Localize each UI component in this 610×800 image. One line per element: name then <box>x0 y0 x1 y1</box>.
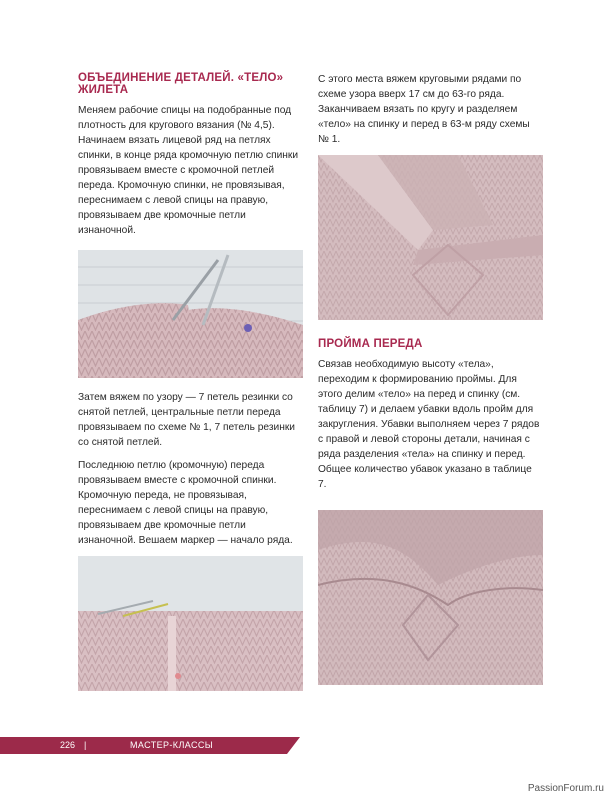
section-heading-armhole: ПРОЙМА ПЕРЕДА <box>318 338 423 350</box>
paragraph: Связав необходимую высоту «тела», переходим к формированию проймы. Для этого делим «тело» на перед и спинку (см. таблицу 7) и делаем убавки вдоль пройм для закругления. Убавки выполняем через 7 рядов с правой и левой стороны детали, начиная с ряда разделения «тела» на спинку и перед. Общее количество убавок указано в таблице 7. <box>318 359 540 490</box>
page-number: 226 <box>60 740 76 750</box>
footer-section-title: МАСТЕР-КЛАССЫ <box>130 740 214 750</box>
paragraph: Затем вяжем по узору — 7 петель резинки со снятой петлей, центральные петли переда провязываем по схеме № 1, 7 петель резинки со снятой петлей. <box>78 392 296 448</box>
footer-separator: | <box>84 740 87 750</box>
photo-joined-pieces <box>78 556 303 691</box>
paragraph: Последнюю петлю (кромочную) переда провязываем вместе с кромочной спинки. Кромочную переда, не провязывая, переснимаем с левой спицы на правую, провязываем две кромочные петли изнаночной. Вешаем маркер — начало ряда. <box>78 460 293 546</box>
right-column <box>318 72 543 685</box>
paragraph: Меняем рабочие спицы на подобранные под плотность для кругового вязания (№ 4,5). Начинаем вязать лицевой ряд на петлях спинки, в конце ряда кромочную петлю спинки провязываем вместе с кромочной петлей переда. Кромочную спинки, не провязывая, переснимаем с левой спицы на правую, провязываем две кромочные петли изнаночной. <box>78 105 299 236</box>
photo-armhole-shaping <box>318 510 543 685</box>
photo-body-pattern <box>318 155 543 320</box>
photo-knitting-needles <box>78 250 303 378</box>
paragraph: С этого места вяжем круговыми рядами по схеме узора вверх 17 см до 63-го ряда. Заканчиваем вязать по кругу и разделяем «тело» на спинку и перед в 63-м ряду схемы № 1. <box>318 74 530 145</box>
watermark: PassionForum.ru <box>527 783 604 794</box>
section-heading-joining: ОБЪЕДИНЕНИЕ ДЕТАЛЕЙ. «ТЕЛО» ЖИЛЕТА <box>78 72 284 96</box>
page-footer <box>0 737 300 754</box>
left-column <box>78 72 303 691</box>
